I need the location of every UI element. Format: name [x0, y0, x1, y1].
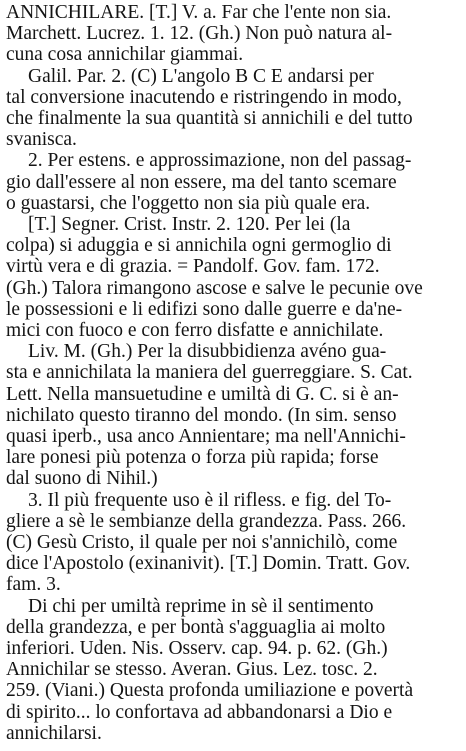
entry-line: (C) Gesù Cristo, il quale per noi s'annichilò, come — [6, 532, 398, 553]
entry-line: svanisca. — [6, 129, 77, 151]
entry-line: o guastarsi, che l'oggetto non sia più quale era. — [6, 192, 371, 214]
entry-line: ANNICHILARE. [T.] V. a. Far che l'ente non sia. — [6, 2, 392, 23]
entry-line: le possessioni e li edifizi sono dalle guerre e da'ne- — [6, 298, 403, 320]
entry-line: Lett. Nella mansuetudine e umiltà di G. C. si è an- — [6, 383, 399, 405]
entry-line: 3. Il più frequente uso è il rifless. e fig. del To- — [28, 489, 392, 511]
entry-line: gio dall'essere al non essere, ma del tanto scemare — [6, 171, 397, 193]
entry-line: tal conversione inacutendo e ristringendo in modo, — [6, 86, 402, 108]
entry-line: dal suono di Nihil.) — [6, 468, 158, 490]
entry-line: della grandezza, e per bontà s'agguaglia ai molto — [6, 616, 386, 638]
entry-line: lare ponesi più potenza o forza più rapida; forse — [6, 447, 379, 469]
entry-line: gliere a sè le sembianze della grandezza. Pass. 266. — [6, 510, 407, 532]
entry-line: Marchett. Lucrez. 1. 12. (Gh.) Non può natura al- — [6, 23, 393, 45]
entry-line: 2. Per estens. e approssimazione, non del passag- — [28, 150, 412, 172]
entry-line: mici con fuoco e con ferro disfatte e annichilate. — [6, 320, 384, 341]
entry-line: 259. (Viani.) Questa profonda umiliazione e povertà — [6, 680, 414, 702]
entry-line: annichilarsi. — [6, 722, 102, 744]
entry-line: virtù vera e di grazia. = Pandolf. Gov. fam. 172. — [6, 256, 380, 278]
entry-line: (Gh.) Talora rimangono ascose e salve le pecunie ove — [6, 277, 423, 299]
entry-line: di spirito... lo confortava ad abbandonarsi a Dio e — [6, 701, 393, 723]
entry-line: Annichilar se stesso. Averan. Gius. Lez. tosc. 2. — [6, 659, 378, 681]
entry-line: che finalmente la sua quantità si annichili e del tutto — [6, 108, 413, 129]
entry-line: fam. 3. — [6, 574, 61, 596]
entry-line: Di chi per umiltà reprime in sè il sentimento — [28, 595, 374, 617]
entry-line: colpa) si aduggia e si annichila ogni germoglio di — [6, 235, 392, 257]
entry-line: quasi iperb., usa anco Annientare; ma nell'Annichi- — [6, 426, 406, 447]
entry-line: dice l'Apostolo (exinanivit). [T.] Domin. Tratt. Gov. — [6, 553, 411, 575]
entry-line: Liv. M. (Gh.) Per la disubbidienza avéno gua- — [28, 341, 387, 363]
entry-line: Galil. Par. 2. (C) L'angolo B C E andarsi per — [28, 65, 374, 87]
entry-line: inferiori. Uden. Nis. Osserv. cap. 94. p. 62. (Gh.) — [6, 638, 388, 659]
entry-line: nichilato questo tiranno del mondo. (In sim. senso — [6, 404, 397, 426]
entry-line: sta e annichilata la maniera del guerreggiare. S. Cat. — [6, 362, 413, 384]
entry-line: [T.] Segner. Crist. Instr. 2. 120. Per lei (la — [28, 214, 351, 235]
entry-line: cuna cosa annichilar giammai. — [6, 44, 244, 66]
